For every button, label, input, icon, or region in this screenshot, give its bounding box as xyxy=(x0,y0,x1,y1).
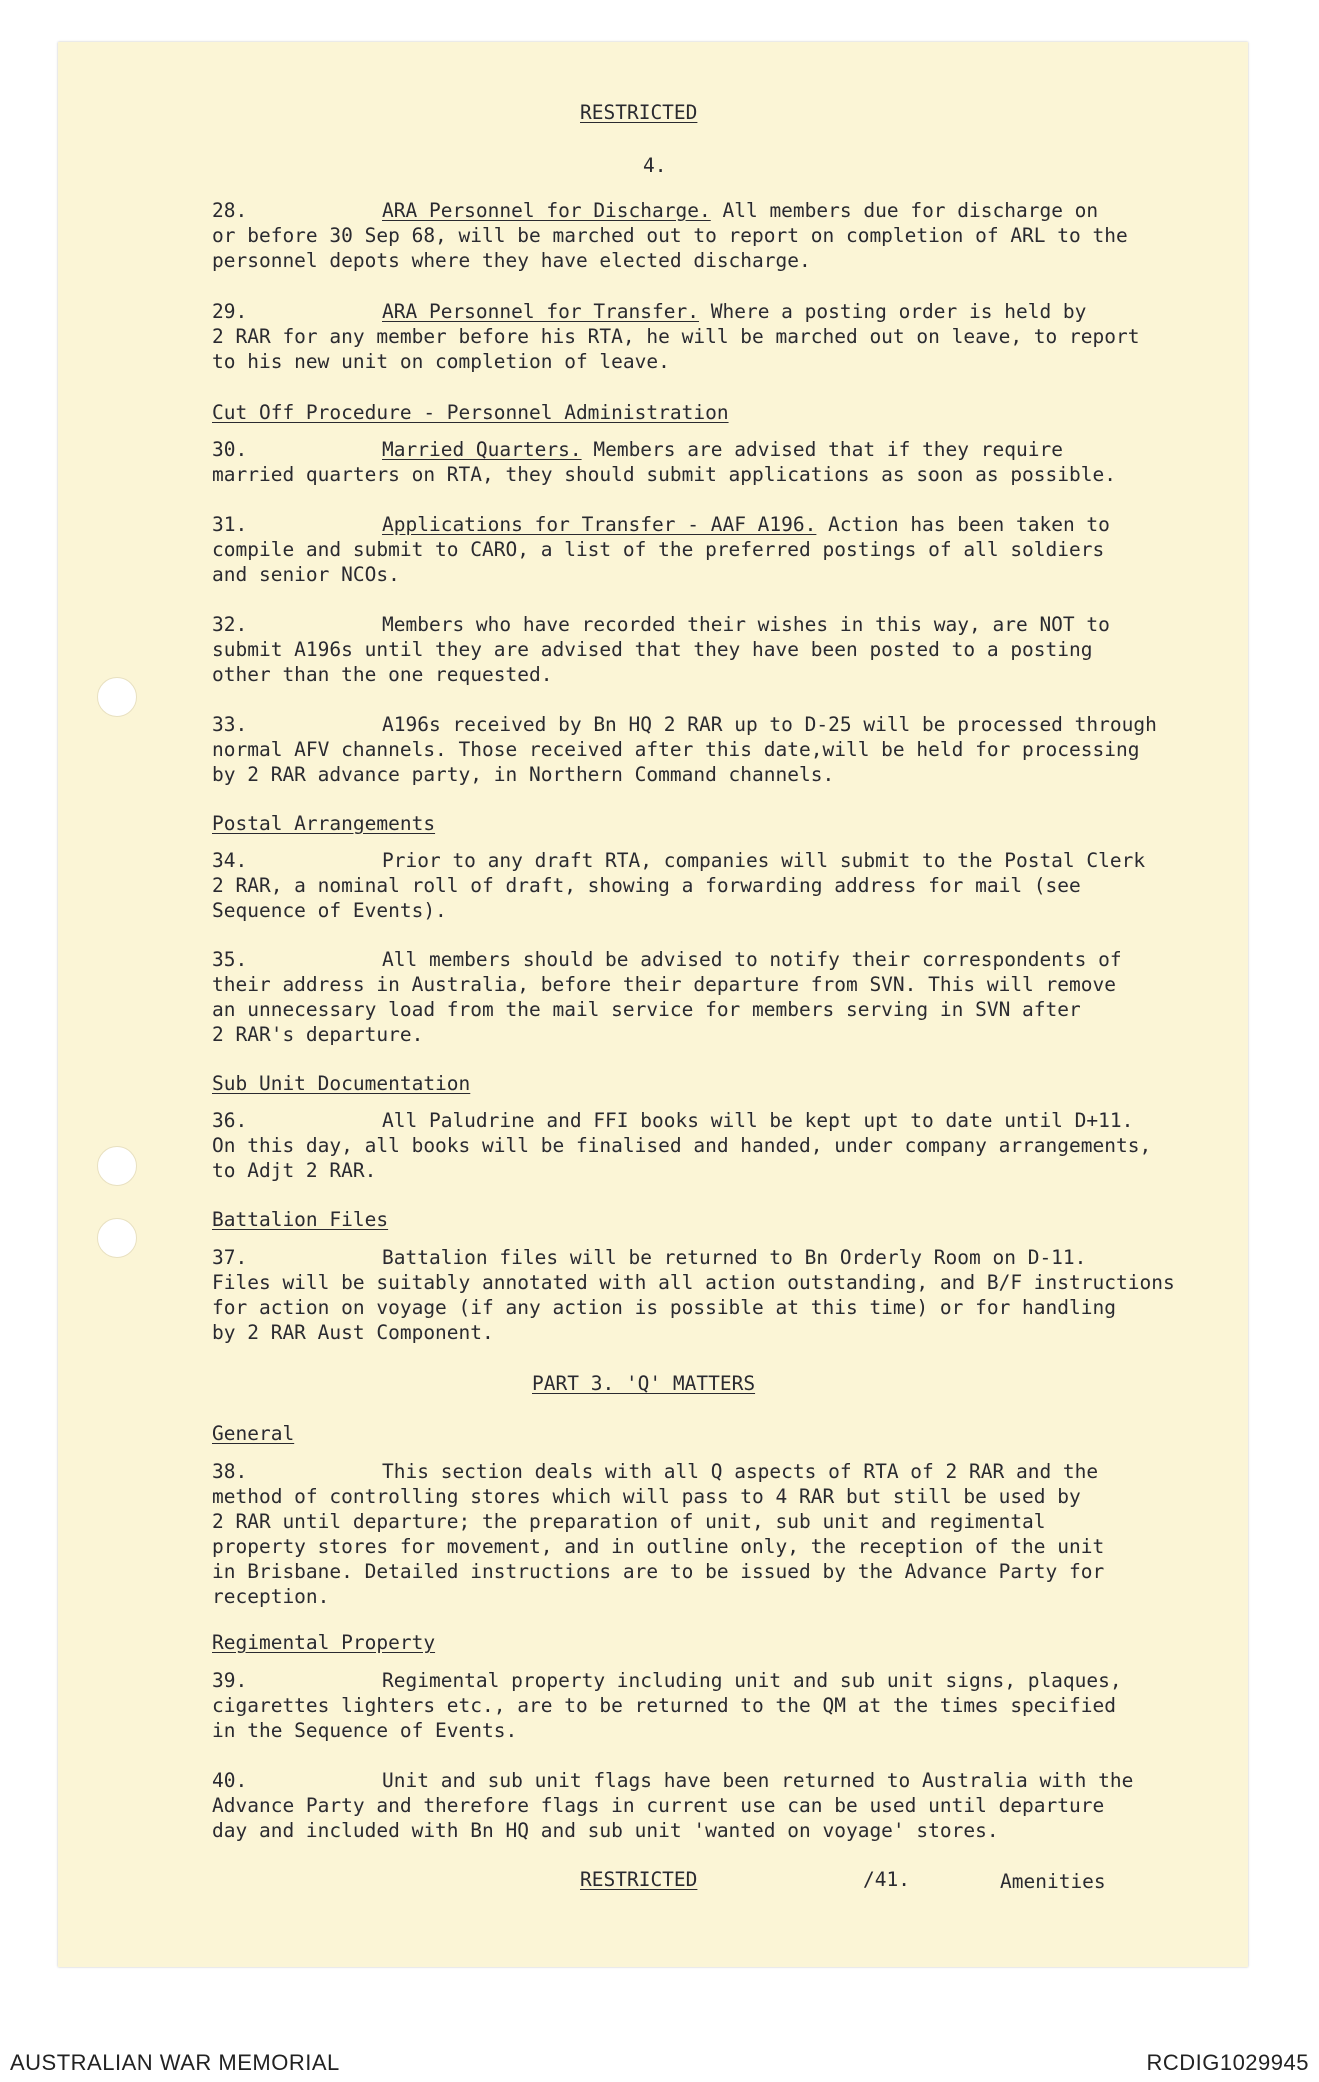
paragraph-35 xyxy=(212,947,1122,1047)
paragraph-line: All Paludrine and FFI books will be kept upt to date until D+11. xyxy=(382,1109,1134,1132)
paragraph-title: ARA Personnel for Discharge. xyxy=(382,199,711,222)
paragraph-number: 38. xyxy=(212,1460,248,1483)
paragraph-line: to Adjt 2 RAR. xyxy=(212,1159,377,1182)
section-heading: Cut Off Procedure - Personnel Administration xyxy=(212,401,729,424)
paragraph-line: married quarters on RTA, they should submit applications as soon as possible. xyxy=(212,463,1116,486)
paragraph-30 xyxy=(212,437,1116,487)
paragraph-line: other than the one requested. xyxy=(212,663,553,686)
paragraph-31 xyxy=(212,512,1110,587)
section-heading: Postal Arrangements xyxy=(212,812,436,835)
archive-id: RCDIG1029945 xyxy=(1146,2050,1309,2075)
restricted-header: RESTRICTED xyxy=(580,101,698,124)
page-number: 4. xyxy=(643,154,667,177)
paragraph-line: 2 RAR, a nominal roll of draft, showing a forwarding address for mail (see xyxy=(212,874,1081,897)
paragraph-title: ARA Personnel for Transfer. xyxy=(382,300,699,323)
paragraph-line: All members due for discharge on xyxy=(722,199,1099,222)
punch-hole xyxy=(97,677,137,717)
paragraph-number: 34. xyxy=(212,849,248,872)
section-heading: Sub Unit Documentation xyxy=(212,1072,471,1095)
section-heading: Battalion Files xyxy=(212,1208,389,1231)
paragraph-line: Files will be suitably annotated with all action outstanding, and B/F instructions xyxy=(212,1271,1175,1294)
paragraph-line: their address in Australia, before their departure from SVN. This will remove xyxy=(212,973,1116,996)
paragraph-line: Sequence of Events). xyxy=(212,899,447,922)
paragraph-line: Regimental property including unit and sub unit signs, plaques, xyxy=(382,1669,1122,1692)
paragraph-line: an unnecessary load from the mail service for members serving in SVN after xyxy=(212,998,1081,1021)
paragraph-line: Prior to any draft RTA, companies will submit to the Postal Clerk xyxy=(382,849,1146,872)
catchword: Amenities xyxy=(1000,1870,1106,1893)
section-heading: General xyxy=(212,1422,295,1445)
paragraph-number: 33. xyxy=(212,713,248,736)
paragraph-line: submit A196s until they are advised that they have been posted to a posting xyxy=(212,638,1093,661)
paragraph-line: Members are advised that if they require xyxy=(593,438,1063,461)
paragraph-line: property stores for movement, and in outline only, the reception of the unit xyxy=(212,1535,1105,1558)
paragraph-38 xyxy=(212,1459,1104,1609)
paragraph-number: 29. xyxy=(212,300,248,323)
paragraph-line: reception. xyxy=(212,1585,330,1608)
paragraph-number: 36. xyxy=(212,1109,248,1132)
paragraph-line: in Brisbane. Detailed instructions are to be issued by the Advance Party for xyxy=(212,1560,1105,1583)
paragraph-number: 31. xyxy=(212,513,248,536)
paragraph-36 xyxy=(212,1108,1151,1183)
paragraph-34 xyxy=(212,848,1145,923)
next-paragraph-ref: /41. xyxy=(863,1868,910,1891)
paragraph-line: All members should be advised to notify their correspondents of xyxy=(382,948,1122,971)
paragraph-37 xyxy=(212,1245,1175,1345)
paragraph-line: for action on voyage (if any action is possible at this time) or for handling xyxy=(212,1296,1116,1319)
paragraph-line: or before 30 Sep 68, will be marched out to report on completion of ARL to the xyxy=(212,224,1128,247)
punch-hole xyxy=(97,1146,137,1186)
archive-credit: AUSTRALIAN WAR MEMORIAL xyxy=(10,2050,340,2075)
paragraph-line: cigarettes lighters etc., are to be returned to the QM at the times specified xyxy=(212,1694,1116,1717)
section-heading: Regimental Property xyxy=(212,1631,436,1654)
paragraph-line: This section deals with all Q aspects of RTA of 2 RAR and the xyxy=(382,1460,1099,1483)
paragraph-33 xyxy=(212,712,1157,787)
paragraph-line: On this day, all books will be finalised and handed, under company arrangements, xyxy=(212,1134,1152,1157)
paragraph-29 xyxy=(212,299,1139,374)
paragraph-line: 2 RAR for any member before his RTA, he will be marched out on leave, to report xyxy=(212,325,1140,348)
paragraph-number: 35. xyxy=(212,948,248,971)
paragraph-39 xyxy=(212,1668,1122,1743)
paragraph-number: 39. xyxy=(212,1669,248,1692)
paragraph-line: Unit and sub unit flags have been returned to Australia with the xyxy=(382,1769,1134,1792)
paragraph-line: day and included with Bn HQ and sub unit 'wanted on voyage' stores. xyxy=(212,1819,999,1842)
paragraph-number: 32. xyxy=(212,613,248,636)
paragraph-40 xyxy=(212,1768,1133,1843)
paragraph-line: personnel depots where they have elected discharge. xyxy=(212,249,811,272)
paragraph-line: compile and submit to CARO, a list of the preferred postings of all soldiers xyxy=(212,538,1105,561)
paragraph-line: in the Sequence of Events. xyxy=(212,1719,518,1742)
paragraph-line: by 2 RAR Aust Component. xyxy=(212,1321,494,1344)
punch-hole xyxy=(97,1218,137,1258)
paragraph-line: 2 RAR until departure; the preparation of unit, sub unit and regimental xyxy=(212,1510,1046,1533)
paragraph-line: Members who have recorded their wishes in this way, are NOT to xyxy=(382,613,1110,636)
paragraph-number: 37. xyxy=(212,1246,248,1269)
restricted-footer: RESTRICTED xyxy=(580,1868,698,1891)
paragraph-32 xyxy=(212,612,1110,687)
part-heading: PART 3. 'Q' MATTERS xyxy=(532,1372,756,1395)
paragraph-number: 30. xyxy=(212,438,248,461)
paragraph-line: by 2 RAR advance party, in Northern Command channels. xyxy=(212,763,835,786)
paragraph-line: normal AFV channels. Those received after this date,will be held for processing xyxy=(212,738,1140,761)
paragraph-number: 28. xyxy=(212,199,248,222)
paragraph-line: 2 RAR's departure. xyxy=(212,1023,424,1046)
paragraph-line: Action has been taken to xyxy=(828,513,1110,536)
paragraph-line: to his new unit on completion of leave. xyxy=(212,350,670,373)
paragraph-number: 40. xyxy=(212,1769,248,1792)
paragraph-line: method of controlling stores which will pass to 4 RAR but still be used by xyxy=(212,1485,1081,1508)
paragraph-line: Battalion files will be returned to Bn Orderly Room on D-11. xyxy=(382,1246,1087,1269)
paragraph-line: Where a posting order is held by xyxy=(710,300,1087,323)
paragraph-title: Applications for Transfer - AAF A196. xyxy=(382,513,817,536)
paragraph-line: and senior NCOs. xyxy=(212,563,400,586)
paragraph-28 xyxy=(212,198,1128,273)
paragraph-line: Advance Party and therefore flags in current use can be used until departure xyxy=(212,1794,1105,1817)
paragraph-line: A196s received by Bn HQ 2 RAR up to D-25 will be processed through xyxy=(382,713,1157,736)
paragraph-title: Married Quarters. xyxy=(382,438,582,461)
